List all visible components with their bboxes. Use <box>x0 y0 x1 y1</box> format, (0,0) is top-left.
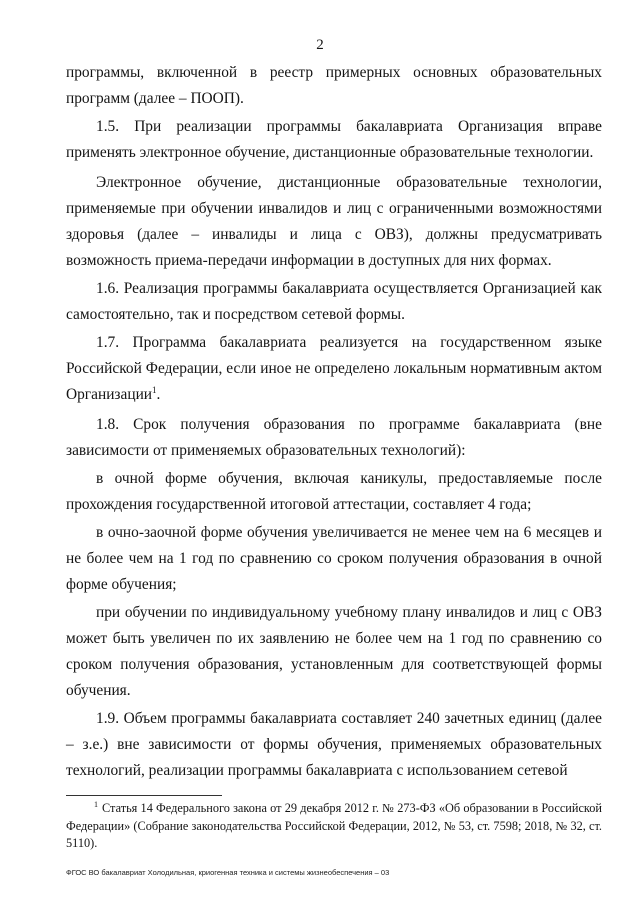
paragraph-part-time: в очно-заочной форме обучения увеличивается не менее чем на 6 месяцев и не более чем на 1 год по сравнению со сроком получения образования в очной форме обучения; <box>66 524 602 593</box>
document-body <box>66 60 602 784</box>
footnote <box>66 800 602 853</box>
paragraph-1-9: 1.9. Объем программы бакалавриата составляет 240 зачетных единиц (далее – з.е.) вне зависимости от формы обучения, применяемых образовательных технологий, реализации программы бакалавриата с использованием сетевой <box>66 710 602 779</box>
paragraph-1-7-end: . <box>156 386 161 403</box>
page-number: 2 <box>316 37 324 53</box>
footnote-text: Статья 14 Федерального закона от 29 декабря 2012 г. № 273-ФЗ «Об образовании в Российской Федерации» (Собрание законодательства Российской Федерации, 2012, № 53, ст. 7598; 2018, № 32, ст. 5110). <box>66 801 602 850</box>
paragraph-full-time: в очной форме обучения, включая каникулы, предоставляемые после прохождения государственной итоговой аттестации, составляет 4 года; <box>66 470 602 513</box>
paragraph-1-7 <box>66 330 602 408</box>
footnote-separator <box>66 795 222 796</box>
paragraph-e-learning: Электронное обучение, дистанционные образовательные технологии, применяемые при обучении инвалидов и лиц с ограниченными возможностями здоровья (далее – инвалиды и лица с ОВЗ), должны предусматривать возможность приема-передачи информации в доступных для них формах. <box>66 174 602 269</box>
page-footer: ФГОС ВО бакалавриат Холодильная, криогенная техника и системы жизнеобеспечения – 03 <box>66 868 390 877</box>
footnote-mark: 1 <box>94 799 98 809</box>
footnote-reference: 1 <box>152 384 157 395</box>
paragraph-1-8: 1.8. Срок получения образования по программе бакалавриата (вне зависимости от применяемых образовательных технологий): <box>66 416 602 459</box>
paragraph-individual-plan: при обучении по индивидуальному учебному плану инвалидов и лиц с ОВЗ может быть увеличен по их заявлению не более чем на 1 год по сравнению со сроком получения образования, установленным для соответствующей формы обучения. <box>66 604 602 699</box>
paragraph-1-7-text: 1.7. Программа бакалавриата реализуется на государственном языке Российской Федерации, если иное не определено локальным нормативным актом Организации <box>66 334 602 403</box>
paragraph-1-6: 1.6. Реализация программы бакалавриата осуществляется Организацией как самостоятельно, так и посредством сетевой формы. <box>66 280 602 323</box>
paragraph-1-5: 1.5. При реализации программы бакалавриата Организация вправе применять электронное обучение, дистанционные образовательные технологии. <box>66 118 602 161</box>
paragraph-continuation: программы, включенной в реестр примерных основных образовательных программ (далее – ПООП). <box>66 64 602 107</box>
